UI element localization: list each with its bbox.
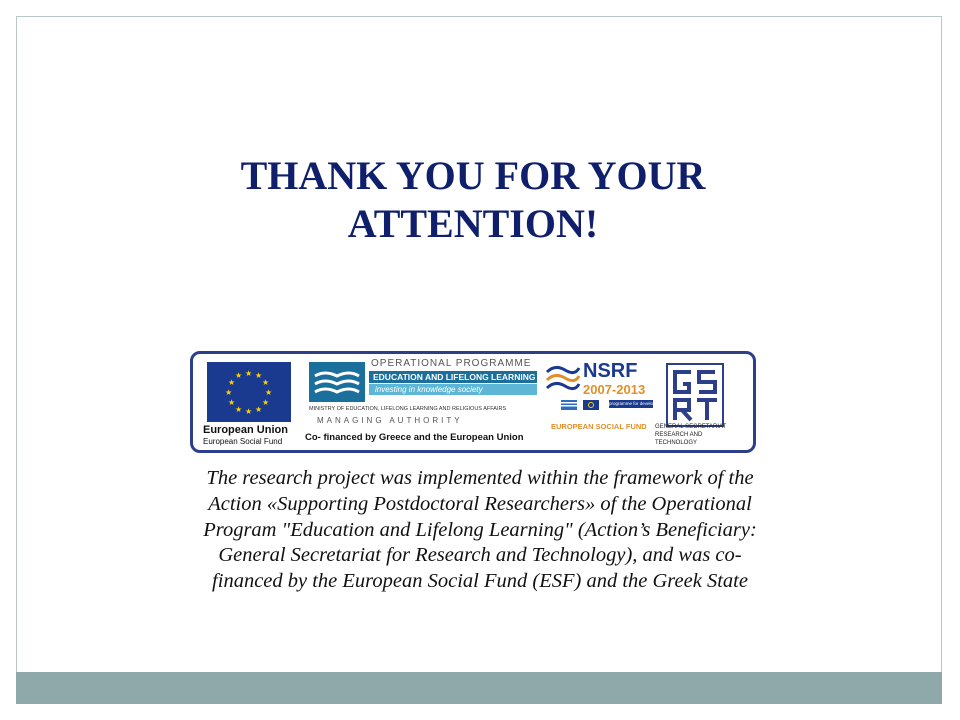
ack-line-2: Action «Supporting Postdoctoral Researchers» of the Operational: [208, 492, 752, 515]
eu-label: European Union: [203, 424, 288, 436]
title-line-1: THANK YOU FOR YOUR: [240, 153, 706, 198]
funding-logos-banner: [190, 351, 756, 453]
nsrf-logo: [545, 360, 666, 434]
title-line-2: ATTENTION!: [347, 201, 599, 246]
acknowledgement-text: [100, 466, 860, 595]
op-ministry: MINISTRY OF EDUCATION, LIFELONG LEARNING AND RELIGIOUS AFFAIRS: [309, 406, 507, 412]
op-subtitle: EDUCATION AND LIFELONG LEARNING: [369, 371, 537, 383]
eu-logo: [201, 360, 297, 446]
gsrt-logo: [655, 360, 751, 450]
op-title-line: OPERATIONAL PROGRAMME: [371, 358, 532, 369]
eu-flag-icon: ★ ★ ★ ★ ★ ★ ★ ★ ★ ★ ★ ★: [207, 362, 291, 422]
gsrt-line-2: RESEARCH AND: [655, 432, 703, 438]
nsrf-waves-icon: [545, 362, 581, 396]
gsrt-line-3: TECHNOLOGY: [655, 440, 698, 446]
nsrf-title: NSRF: [583, 360, 638, 382]
book-icon: [309, 362, 365, 402]
esf-label: European Social Fund: [203, 437, 283, 446]
gsrt-line-1: GENERAL SECRETARIAT: [655, 424, 727, 430]
nsrf-years: 2007-2013: [583, 382, 646, 397]
footer-bar: [16, 672, 942, 704]
nsrf-esf-label: EUROPEAN SOCIAL FUND: [551, 422, 647, 431]
op-tagline: investing in knowledge society: [369, 384, 537, 395]
ack-line-5: financed by the European Social Fund (ESF) and the Greek State: [212, 570, 748, 593]
cofinanced-label: Co- financed by Greece and the European Union: [305, 432, 524, 443]
op-managing-authority: MANAGING AUTHORITY: [317, 416, 463, 425]
ack-line-1: The research project was implemented within the framework of the: [206, 467, 754, 489]
nsrf-programme-label: programme for development: [609, 401, 666, 406]
ack-line-3: Program "Education and Lifelong Learning" (Action’s Beneficiary:: [203, 518, 757, 541]
slide-title: [120, 152, 826, 248]
ack-line-4: General Secretariat for Research and Technology), and was co-: [218, 544, 742, 567]
gsrt-monogram-icon: [665, 362, 725, 430]
flags-icon: [561, 400, 601, 410]
operational-programme-logo: [305, 356, 541, 425]
